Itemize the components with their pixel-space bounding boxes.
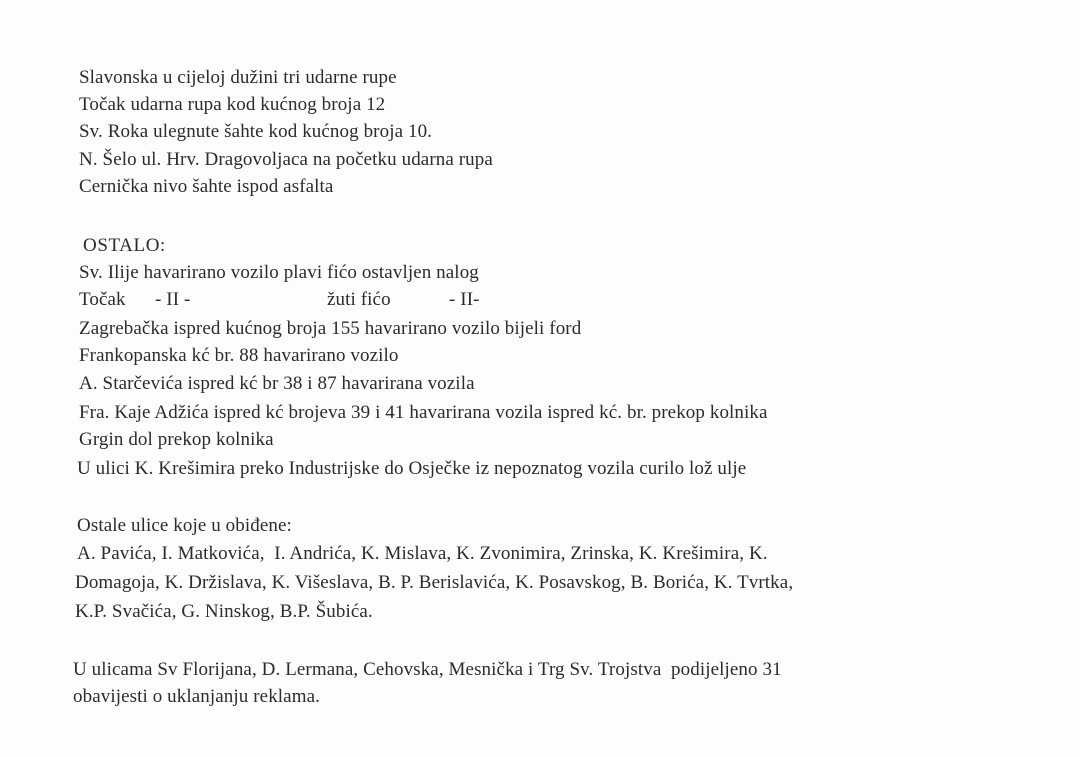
- notice-line: U ulicama Sv Florijana, D. Lermana, Cehovska, Mesnička i Trg Sv. Trojstva podijeljeno 31: [73, 659, 782, 680]
- road-line: Slavonska u cijeloj dužini tri udarne rupe: [79, 67, 397, 88]
- ostalo-line: Grgin dol prekop kolnika: [79, 429, 274, 450]
- other-streets-line: K.P. Svačića, G. Ninskog, B.P. Šubića.: [75, 601, 373, 622]
- section-heading-ostalo: OSTALO:: [83, 235, 166, 256]
- ditto-mark: - II -: [155, 289, 191, 310]
- tocak-vehicle: žuti fićo: [327, 289, 391, 310]
- ostalo-line: Sv. Ilije havarirano vozilo plavi fićo ostavljen nalog: [79, 262, 479, 283]
- road-line: Sv. Roka ulegnute šahte kod kućnog broja 10.: [79, 121, 433, 142]
- ostalo-line: Zagrebačka ispred kućnog broja 155 havarirano vozilo bijeli ford: [79, 318, 582, 339]
- other-streets-line: Domagoja, K. Držislava, K. Višeslava, B. P. Berislavića, K. Posavskog, B. Borića, K. Tvrtka,: [75, 572, 794, 593]
- notice-line: obavijesti o uklanjanju reklama.: [73, 686, 320, 707]
- ditto-mark: - II-: [449, 289, 480, 310]
- road-line: Točak udarna rupa kod kućnog broja 12: [79, 94, 386, 115]
- other-streets-line: A. Pavića, I. Matkovića, I. Andrića, K. Mislava, K. Zvonimira, Zrinska, K. Krešimira, K.: [77, 543, 768, 564]
- tocak-street: Točak: [79, 289, 126, 310]
- other-streets-intro: Ostale ulice koje u obiđene:: [77, 515, 292, 536]
- road-line: N. Šelo ul. Hrv. Dragovoljaca na početku udarna rupa: [79, 149, 493, 170]
- ostalo-line: Frankopanska kć br. 88 havarirano vozilo: [79, 345, 399, 366]
- ostalo-line: Fra. Kaje Adžića ispred kć brojeva 39 i 41 havarirana vozila ispred kć. br. prekop kolnika: [79, 402, 768, 423]
- road-line: Cernička nivo šahte ispod asfalta: [79, 176, 334, 197]
- ostalo-line: U ulici K. Krešimira preko Industrijske do Osječke iz nepoznatog vozila curilo lož ulje: [77, 458, 747, 479]
- ostalo-line: A. Starčevića ispred kć br 38 i 87 havarirana vozila: [79, 373, 475, 394]
